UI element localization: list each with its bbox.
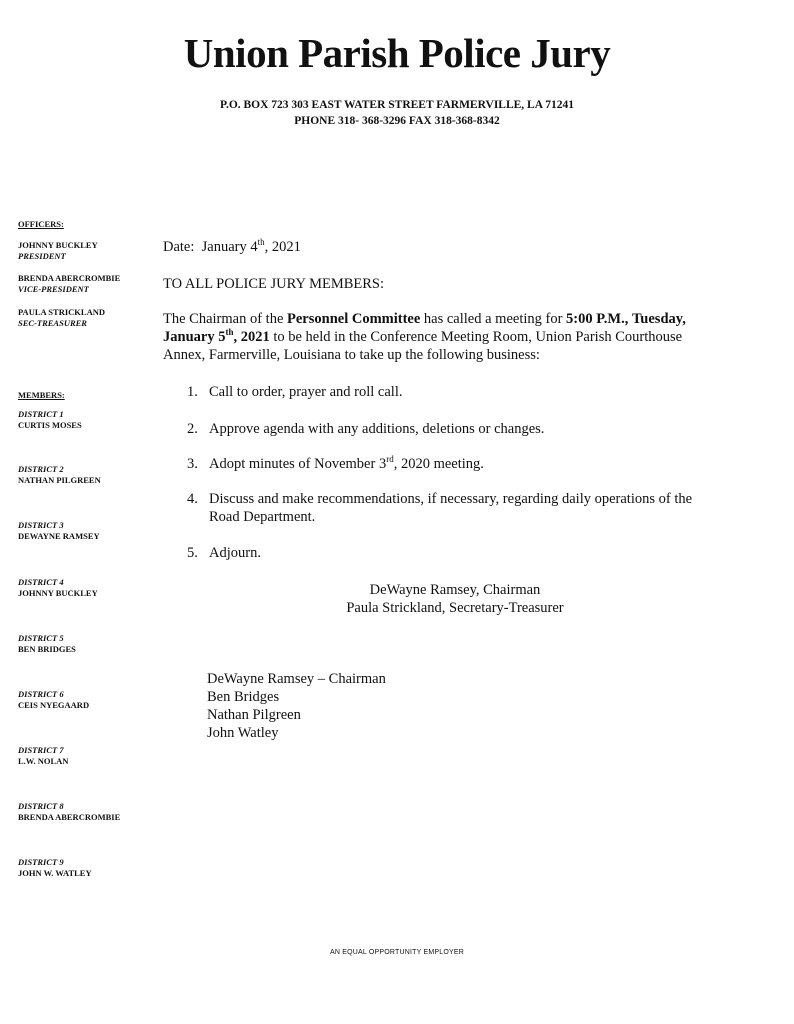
officer-president bbox=[18, 240, 98, 262]
agenda-item bbox=[187, 544, 709, 562]
meeting-day-text: Tuesday, January 5 bbox=[163, 311, 686, 345]
district-label: DISTRICT 5 bbox=[18, 633, 64, 643]
meeting-time: 5:00 P.M., bbox=[566, 311, 629, 327]
officer-vice-president bbox=[18, 273, 120, 295]
officer-name: PAULA STRICKLAND bbox=[18, 307, 105, 317]
district-member-name: CEIS NYEGAARD bbox=[18, 700, 90, 710]
district-member-name: BEN BRIDGES bbox=[18, 644, 76, 654]
agenda-item-number: 3. bbox=[187, 456, 198, 472]
district-label: DISTRICT 7 bbox=[18, 745, 64, 755]
district-member bbox=[18, 745, 68, 767]
meeting-paragraph bbox=[163, 310, 723, 364]
paragraph-text: to be held in the Conference Meeting Room, Union Parish Courthouse Annex, Farmerville, Louisiana to take up the following business: bbox=[163, 329, 683, 363]
agenda-item-text: Call to order, prayer and roll call. bbox=[209, 384, 403, 400]
district-member bbox=[18, 520, 100, 542]
officer-title: VICE-PRESIDENT bbox=[18, 284, 89, 294]
letterhead-phone: PHONE 318- 368-3296 FAX 318-368-8342 bbox=[294, 115, 500, 127]
district-label: DISTRICT 8 bbox=[18, 801, 64, 811]
agenda-item bbox=[187, 455, 709, 473]
letterhead-address: P.O. BOX 723 303 EAST WATER STREET FARMERVILLE, LA 71241 bbox=[219, 99, 575, 111]
agenda-item-number: 1. bbox=[187, 384, 198, 400]
agenda-item bbox=[187, 490, 709, 526]
district-member bbox=[18, 857, 92, 879]
signature-secretary: Paula Strickland, Secretary-Treasurer bbox=[346, 600, 564, 616]
date-suffix: th bbox=[257, 237, 265, 248]
officer-name: BRENDA ABERCROMBIE bbox=[18, 273, 121, 283]
meeting-year: , 2021 bbox=[233, 329, 270, 345]
officer-title: SEC-TREASURER bbox=[18, 318, 87, 328]
letterhead-title: Union Parish Police Jury bbox=[183, 30, 611, 76]
paragraph-text: The Chairman of the bbox=[163, 311, 288, 327]
agenda-item-text-part: , 2020 meeting. bbox=[393, 456, 484, 472]
district-member bbox=[18, 689, 89, 711]
agenda-item-text: Approve agenda with any additions, deletions or changes. bbox=[209, 421, 545, 437]
footer-eoe: AN EQUAL OPPORTUNITY EMPLOYER bbox=[329, 949, 465, 956]
officer-name: JOHNNY BUCKLEY bbox=[18, 240, 98, 250]
district-member-name: NATHAN PILGREEN bbox=[18, 475, 101, 485]
officers-heading: OFFICERS: bbox=[18, 219, 64, 229]
district-label: DISTRICT 4 bbox=[18, 577, 64, 587]
salutation: TO ALL POLICE JURY MEMBERS: bbox=[163, 276, 385, 292]
signature-chairman: DeWayne Ramsey, Chairman bbox=[369, 582, 541, 598]
agenda-item-text bbox=[209, 455, 709, 473]
committee-name: Personnel Committee bbox=[287, 311, 421, 327]
district-label: DISTRICT 1 bbox=[18, 409, 64, 419]
committee-member: Ben Bridges bbox=[207, 689, 280, 705]
agenda-item-text: Discuss and make recommendations, if necessary, regarding daily operations of the Road Department. bbox=[209, 491, 693, 525]
members-heading: MEMBERS: bbox=[18, 390, 65, 400]
district-member-name: BRENDA ABERCROMBIE bbox=[18, 812, 121, 822]
agenda-item-number: 5. bbox=[187, 545, 198, 561]
agenda-item bbox=[187, 420, 709, 438]
district-member bbox=[18, 409, 82, 431]
district-member bbox=[18, 801, 120, 823]
committee-member: John Watley bbox=[207, 725, 279, 741]
officer-sec-treasurer bbox=[18, 307, 105, 329]
date-month-day: January 4 bbox=[201, 239, 258, 255]
officer-title: PRESIDENT bbox=[18, 251, 66, 261]
district-member-name: JOHNNY BUCKLEY bbox=[18, 588, 98, 598]
district-member-name: CURTIS MOSES bbox=[18, 420, 82, 430]
paragraph-text: has called a meeting for bbox=[420, 311, 567, 327]
agenda-item-text-part: Adopt minutes of November 3 bbox=[209, 456, 387, 472]
agenda-item-number: 2. bbox=[187, 421, 198, 437]
district-label: DISTRICT 6 bbox=[18, 689, 64, 699]
district-member bbox=[18, 577, 98, 599]
date-label: Date: bbox=[163, 239, 195, 255]
agenda-item-text: Adjourn. bbox=[209, 545, 261, 561]
agenda-item bbox=[187, 383, 709, 401]
memo-date bbox=[163, 238, 301, 256]
meeting-day-suffix: th bbox=[225, 327, 234, 338]
committee-member: DeWayne Ramsey – Chairman bbox=[207, 671, 386, 687]
district-label: DISTRICT 9 bbox=[18, 857, 64, 867]
agenda-item-number: 4. bbox=[187, 491, 198, 507]
district-member-name: L.W. NOLAN bbox=[18, 756, 69, 766]
district-label: DISTRICT 2 bbox=[18, 464, 64, 474]
district-member-name: DEWAYNE RAMSEY bbox=[18, 531, 100, 541]
committee-member: Nathan Pilgreen bbox=[207, 707, 301, 723]
district-member bbox=[18, 633, 76, 655]
district-member-name: JOHN W. WATLEY bbox=[18, 868, 92, 878]
date-year: , 2021 bbox=[264, 239, 301, 255]
agenda-item-suffix: rd bbox=[386, 454, 394, 465]
district-member bbox=[18, 464, 101, 486]
district-label: DISTRICT 3 bbox=[18, 520, 64, 530]
